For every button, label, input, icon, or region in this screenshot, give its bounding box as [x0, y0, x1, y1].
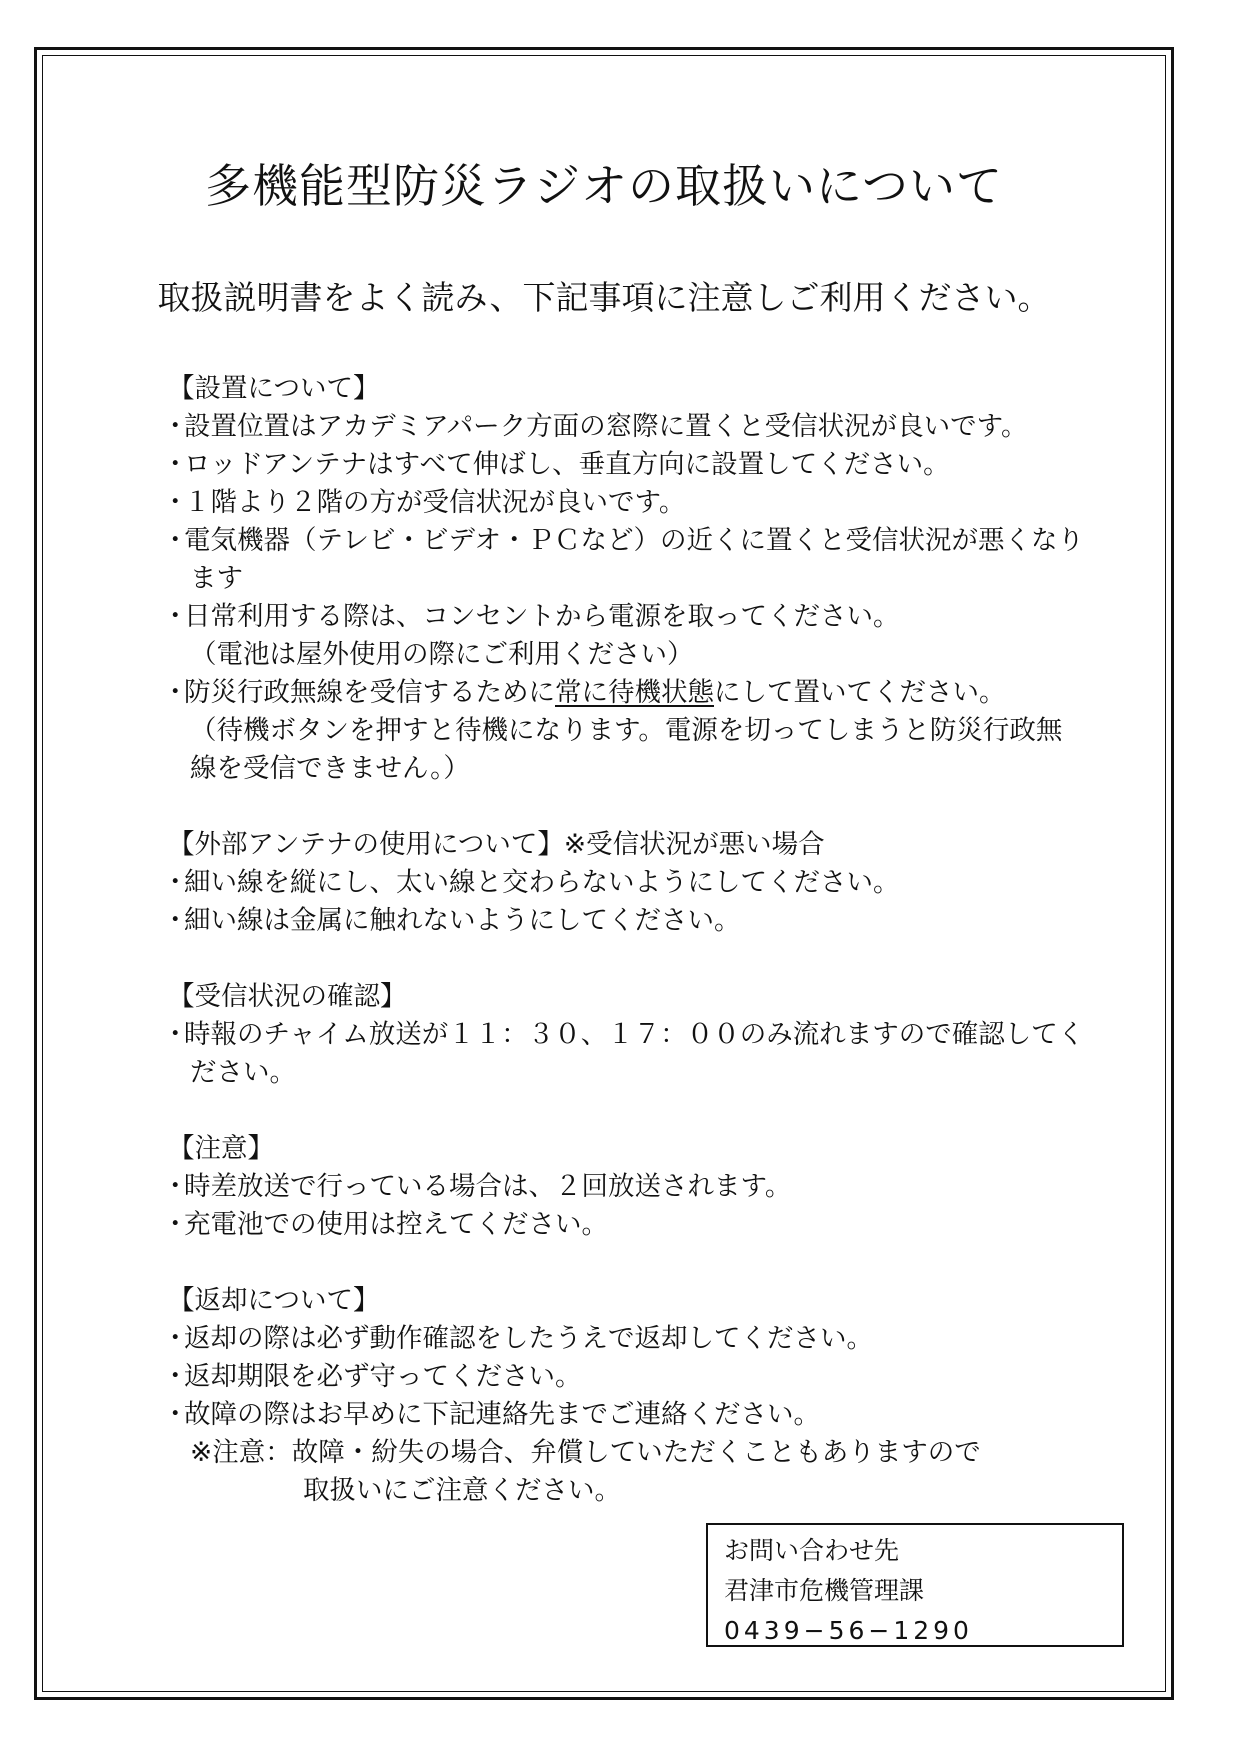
section-heading: 【注意】 [168, 1133, 274, 1164]
contact-label: お問い合わせ先 [724, 1536, 900, 1565]
list-item: ・ 時報のチャイム放送が１１：３０、１７：００のみ流れますので確認してください。 [168, 1016, 1088, 1092]
list-item: ・ ロッドアンテナはすべて伸ばし、垂直方向に設置してください。 [168, 446, 1088, 484]
list-item: ・ 返却期限を必ず守ってください。 [168, 1358, 1088, 1396]
warning-note-continued: 取扱いにご注意ください。 [303, 1475, 621, 1506]
list-item: ・ 細い線は金属に触れないようにしてください。 [168, 902, 1088, 940]
list-item: ・ 日常利用する際は、コンセントから電源を取ってください。 [168, 598, 1088, 636]
section-return [168, 1282, 1088, 1510]
section-heading: 【設置について】 [168, 373, 380, 404]
section-heading: 【外部アンテナの使用について】※受信状況が悪い場合 [168, 829, 825, 860]
section-heading: 【受信状況の確認】 [168, 981, 407, 1012]
section-setup [168, 370, 1088, 788]
section-check [168, 978, 1088, 1092]
list-item: ・ 返却の際は必ず動作確認をしたうえで返却してください。 [168, 1320, 1088, 1358]
contact-department: 君津市危機管理課 [724, 1576, 925, 1605]
section-heading: 【返却について】 [168, 1285, 380, 1316]
underlined-text: 常に待機状態 [555, 677, 714, 708]
list-item: ・ 電気機器（テレビ・ビデオ・ＰＣなど）の近くに置くと受信状況が悪くなります [168, 522, 1088, 598]
section-antenna [168, 826, 1088, 940]
list-item [168, 674, 1088, 712]
list-item-note: （待機ボタンを押すと待機になります。電源を切ってしまうと防災行政無線を受信できません。） [190, 715, 1063, 784]
document-body [168, 370, 1088, 1548]
warning-note: ※注意：故障・紛失の場合、弁償していただくこともありますので [190, 1437, 981, 1468]
list-item: ・ １階より２階の方が受信状況が良いです。 [168, 484, 1088, 522]
list-item-text: 防災行政無線を受信するために [184, 677, 555, 708]
list-item: ・ 設置位置はアカデミアパーク方面の窓際に置くと受信状況が良いです。 [168, 408, 1088, 446]
list-item: ・ 充電池での使用は控えてください。 [168, 1206, 1088, 1244]
contact-box [706, 1523, 1124, 1647]
list-item: ・ 故障の際はお早めに下記連絡先までご連絡ください。 [168, 1396, 1088, 1434]
list-item-note: （電池は屋外使用の際にご利用ください） [190, 639, 694, 670]
list-item: ・ 時差放送で行っている場合は、２回放送されます。 [168, 1168, 1088, 1206]
page-subtitle: 取扱説明書をよく読み、下記事項に注意しご利用ください。 [157, 278, 1051, 317]
list-item-text: にして置いてください。 [714, 677, 1006, 708]
page-title: 多機能型防災ラジオの取扱いについて [204, 159, 1004, 213]
list-item: ・ 細い線を縦にし、太い線と交わらないようにしてください。 [168, 864, 1088, 902]
contact-phone: 0439−56−1290 [724, 1616, 973, 1645]
section-caution [168, 1130, 1088, 1244]
